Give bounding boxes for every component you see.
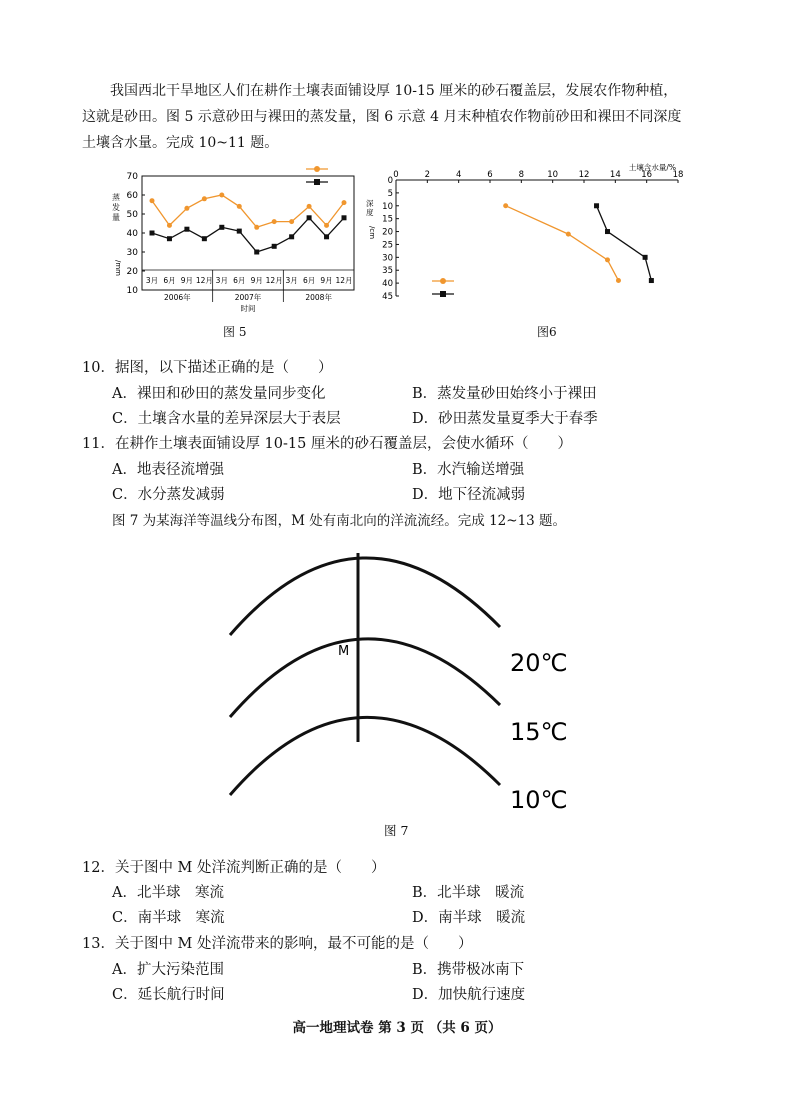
fig6-y-tick-label: 40 — [382, 279, 393, 290]
q13-option-d[interactable]: D．加快航行速度 — [412, 987, 526, 1003]
svg-text:发: 发 — [112, 203, 120, 212]
fig6-y-tick-label: 30 — [382, 253, 393, 264]
svg-text:/mm: /mm — [114, 260, 122, 276]
svg-text:/cm: /cm — [368, 226, 376, 240]
legend-square-marker — [314, 179, 320, 185]
fig5-data-point — [289, 234, 294, 239]
isotherm-top — [230, 558, 500, 635]
fig5-data-point — [167, 236, 172, 241]
fig6-data-point — [649, 278, 654, 283]
fig5-data-point — [342, 200, 347, 205]
fig5-series — [150, 193, 347, 255]
fig5-data-point — [167, 223, 172, 228]
fig5-data-point — [184, 227, 189, 232]
q11-option-a[interactable]: A．地表径流增强 — [112, 462, 224, 478]
fig5-data-point — [254, 250, 259, 255]
fig5-data-point — [272, 244, 277, 249]
legend-circle-marker — [440, 278, 446, 284]
fig5-month-label: 6月 — [233, 276, 246, 285]
fig6-x-axis-label: 土壤含水量/% — [628, 163, 676, 172]
fig5-month-label: 3月 — [285, 276, 298, 285]
q10-stem: 10．据图，以下描述正确的是（ ） — [82, 360, 333, 376]
fig5-y-tick-label: 10 — [126, 286, 138, 296]
fig5-data-point — [254, 225, 259, 230]
figure-6-caption: 图6 — [537, 325, 557, 339]
fig6-x-tick-label: 8 — [518, 170, 525, 180]
isotherm-label-20: 20℃ — [510, 649, 568, 677]
fig5-series-line — [152, 218, 344, 252]
fig5-month-label: 12月 — [265, 276, 283, 285]
q13-option-b[interactable]: B．携带极冰南下 — [412, 962, 525, 978]
q13-option-a[interactable]: A．扩大污染范围 — [112, 962, 224, 978]
fig5-month-label: 9月 — [250, 276, 263, 285]
q12-option-c[interactable]: C．南半球 寒流 — [112, 910, 225, 926]
figure-5-chart — [108, 160, 363, 320]
q10-option-b[interactable]: B．蒸发量砂田始终小于裸田 — [412, 386, 597, 402]
fig6-y-tick-label: 5 — [387, 188, 393, 199]
intro-paragraph — [82, 78, 722, 156]
q12-option-d[interactable]: D．南半球 暖流 — [412, 910, 526, 926]
figure-7-caption: 图 7 — [384, 823, 409, 838]
fig5-axes — [112, 172, 354, 313]
intro-2: 图 7 为某海洋等温线分布图，M 处有南北向的洋流流经。完成 12~13 题。 — [112, 513, 567, 529]
fig5-month-label: 12月 — [195, 276, 213, 285]
fig5-month-label: 6月 — [163, 276, 176, 285]
fig5-month-label: 3月 — [215, 276, 228, 285]
intro-line-1: 我国西北干旱地区人们在耕作土壤表面铺设厚 10-15 厘米的砂石覆盖层，发展农作物种植， — [110, 83, 678, 99]
q13-stem: 13．关于图中 M 处洋流带来的影响，最不可能的是（ ） — [82, 936, 473, 952]
isotherm-middle — [230, 639, 500, 717]
fig6-y-tick-label: 25 — [382, 240, 393, 251]
intro-line-2: 这就是砂田。图 5 示意砂田与裸田的蒸发量，图 6 示意 4 月末种植农作物前砂田和裸田不同深度 — [82, 109, 682, 125]
fig6-data-point — [605, 257, 610, 262]
fig5-year-label: 2006年 — [164, 293, 191, 302]
q11-option-b[interactable]: B．水汽输送增强 — [412, 462, 525, 478]
figure-6-chart — [366, 160, 696, 310]
fig5-x-axis-label: 时间 — [240, 304, 256, 313]
fig6-data-point — [594, 203, 599, 208]
fig5-data-point — [219, 193, 224, 198]
isotherm-bottom — [230, 717, 500, 795]
fig6-x-tick-label: 10 — [547, 170, 559, 180]
q11-option-d[interactable]: D．地下径流减弱 — [412, 487, 526, 503]
q13-option-c[interactable]: C．延长航行时间 — [112, 987, 225, 1003]
fig5-y-tick-label: 30 — [126, 248, 138, 258]
fig6-y-axis-label — [366, 199, 376, 239]
fig6-y-tick-label: 0 — [387, 176, 393, 186]
fig5-month-label: 12月 — [335, 276, 353, 285]
fig5-data-point — [324, 223, 329, 228]
fig5-y-tick-label: 70 — [126, 172, 138, 182]
figure-5-caption: 图 5 — [223, 325, 247, 339]
fig5-y-tick-label: 50 — [126, 210, 138, 220]
q12-option-a[interactable]: A．北半球 寒流 — [112, 885, 224, 901]
legend-circle-marker — [314, 166, 320, 172]
q12-option-b[interactable]: B．北半球 暖流 — [412, 885, 525, 901]
fig6-data-point — [616, 278, 621, 283]
svg-text:深: 深 — [366, 199, 374, 208]
fig6-x-tick-label: 0 — [393, 170, 399, 180]
fig6-y-tick-label: 15 — [382, 214, 393, 225]
svg-text:量: 量 — [112, 213, 120, 222]
fig5-data-point — [237, 204, 242, 209]
q12-stem: 12．关于图中 M 处洋流判断正确的是（ ） — [82, 860, 386, 876]
fig6-data-point — [643, 255, 648, 260]
fig5-month-label: 3月 — [145, 276, 159, 285]
fig5-data-point — [237, 229, 242, 234]
svg-text:度: 度 — [366, 208, 374, 217]
isotherm-label-10: 10℃ — [510, 786, 568, 814]
figure-7-isotherm-diagram — [200, 530, 600, 820]
intro-line-3: 土壤含水量。完成 10~11 题。 — [82, 135, 279, 151]
fig5-month-label: 9月 — [320, 276, 333, 285]
fig5-data-point — [272, 219, 277, 224]
fig5-data-point — [184, 206, 189, 211]
fig6-legend — [432, 278, 454, 297]
fig5-y-tick-label: 40 — [126, 229, 138, 239]
svg-text:蒸: 蒸 — [112, 193, 120, 202]
fig5-data-point — [202, 196, 207, 201]
fig5-month-label: 9月 — [180, 276, 194, 285]
fig6-x-tick-label: 4 — [455, 170, 462, 180]
fig6-y-tick-label: 45 — [382, 292, 393, 302]
q11-option-c[interactable]: C．水分蒸发减弱 — [112, 487, 225, 503]
isotherm-label-15: 15℃ — [510, 718, 568, 746]
fig5-y-tick-label: 20 — [126, 267, 138, 277]
q10-option-c[interactable]: C．土壤含水量的差异深层大于表层 — [112, 411, 341, 427]
fig6-x-tick-label: 14 — [609, 170, 621, 180]
fig6-data-point — [566, 232, 571, 237]
fig6-y-tick-label: 35 — [382, 266, 393, 277]
fig5-year-label: 2008年 — [305, 293, 332, 302]
page-footer: 高一地理试卷 第 3 页 （共 6 页） — [292, 1020, 502, 1036]
point-m-label: M — [338, 644, 350, 659]
fig5-data-point — [150, 198, 155, 203]
fig5-y-tick-label: 60 — [126, 191, 138, 201]
fig6-data-point — [605, 229, 610, 234]
q10-option-d[interactable]: D．砂田蒸发量夏季大于春季 — [412, 411, 598, 427]
fig6-x-tick-label: 2 — [424, 170, 431, 180]
fig6-series — [503, 203, 654, 283]
fig5-data-point — [219, 225, 224, 230]
fig5-month-label: 6月 — [302, 276, 316, 285]
fig5-data-point — [289, 219, 294, 224]
fig5-year-label: 2007年 — [234, 293, 262, 302]
q11-stem: 11．在耕作土壤表面铺设厚 10-15 厘米的砂石覆盖层，会使水循环（ ） — [82, 436, 572, 452]
fig6-x-tick-label: 16 — [641, 170, 653, 180]
fig5-data-point — [307, 204, 312, 209]
fig6-axes — [366, 162, 683, 302]
fig5-series-line — [152, 195, 344, 227]
fig6-series-line — [597, 206, 652, 281]
fig6-y-tick-label: 10 — [382, 201, 393, 212]
legend-square-marker — [440, 291, 446, 297]
fig6-x-tick-label: 6 — [487, 170, 493, 180]
fig6-y-tick-label: 20 — [382, 227, 393, 238]
fig5-data-point — [324, 234, 329, 239]
fig6-x-tick-label: 12 — [578, 170, 590, 180]
fig5-data-point — [342, 215, 347, 220]
fig5-data-point — [150, 231, 155, 236]
fig6-data-point — [503, 203, 508, 208]
fig5-data-point — [202, 236, 207, 241]
fig6-x-tick-label: 18 — [672, 170, 684, 180]
fig5-data-point — [307, 215, 312, 220]
q10-option-a[interactable]: A．裸田和砂田的蒸发量同步变化 — [112, 386, 326, 402]
fig5-y-axis-label — [112, 192, 122, 276]
